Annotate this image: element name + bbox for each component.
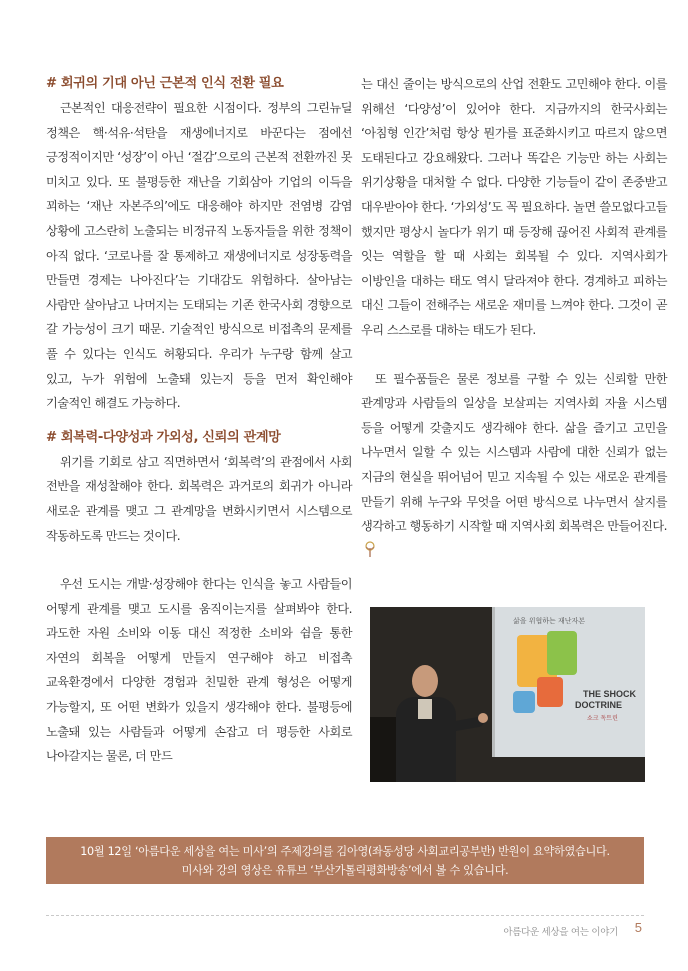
page-number: 5: [634, 920, 642, 935]
book-title-line2: DOCTRINE: [575, 700, 622, 710]
body-paragraph: 우선 도시는 개발·성장해야 한다는 인식을 놓고 사람들이 어떻게 관계를 맺고 도시를 움직이는지를 살펴봐야 한다. 과도한 자원 소비와 이동 대신 적정한 소비와 쉼을 통한 자연의 회복을 어떻게 만들지 연구해야 하고 비접촉 교육환경에서 다양한 경험과 친밀한 관계 형성은 어떻게 가능할지, 또 어떤 변화가 있을지 생각해야 한다. 불평등에 노출돼 있는 사람들과 어떻게 손잡고 더 평등한 사회로 나아갈지는 물론, 더 만드: [46, 577, 352, 764]
book-title-line1: THE SHOCK: [583, 689, 637, 699]
left-column: [46, 72, 352, 769]
body-paragraph: 는 대신 줄이는 방식으로의 산업 전환도 고민해야 한다. 이를 위해선 ‘다양성’이 있어야 한다. 지금까지의 한국사회는 ‘아침형 인간’처럼 항상 뭔가를 표준화시키고 따르지 않으면 도태된다고 강요해왔다. 그러나 똑같은 기능만 하는 사회는 위기상황을 대처할 수 없다. 다양한 기능들이 같이 존중받고 대우받아야 한다. ‘가외성’도 꼭 필요하다. 놀면 쓸모없다고들 했지만 평상시 놀다가 위기 때 등장해 끊어진 사회적 관계를 잇는 역할을 할 때 사회는 회복될 수 있다. 지역사회가 이방인을 대하는 태도 역시 달라져야 한다. 경계하고 피하는 대신 그들이 전해주는 새로운 재미를 느껴야 한다. 그것이 곧 우리 스스로를 대하는 태도가 된다.: [361, 77, 667, 337]
right-column: [361, 72, 667, 563]
magazine-title: 아름다운 세상을 여는 이야기: [503, 927, 618, 938]
lecture-photo: [370, 607, 645, 782]
speaker-head: [412, 665, 438, 697]
section-heading-2: # 회복력-다양성과 가외성, 신뢰의 관계망: [46, 429, 281, 445]
projection-screen: [492, 607, 645, 757]
body-paragraph: 위기를 기회로 삼고 직면하면서 ‘회복력’의 관점에서 사회 전반을 재성찰해야 한다. 회복력은 과거로의 회귀가 아니라 새로운 관계를 맺고 그 관계망을 변화시키면서 시스템으로 작동하도록 만드는 것이다.: [46, 454, 352, 543]
caption-line-2: 미사와 강의 영상은 유튜브 ‘부산가톨릭평화방송’에서 볼 수 있습니다.: [181, 863, 509, 877]
tree-end-mark-icon: [363, 541, 377, 557]
body-paragraph-final: 또 필수품들은 물론 정보를 구할 수 있는 신뢰할 만한 관계망과 사람들의 일상을 보살피는 지역사회 자율 시스템 등을 어떻게 갖출지도 생각해야 한다. 삶을 즐기고 고민을 나누면서 일할 수 있는 시스템과 사람에 대한 신뢰가 없는 지금의 현실을 뛰어넘어 믿고 지속될 수 있는 새로운 관계를 만들기 위해 누구와 무엇을 어떤 방식으로 나누면서 살지를 생각하고 행동하기 시작할 때 지역사회 회복력은 만들어진다.: [361, 367, 667, 564]
caption-bar: [46, 837, 644, 884]
body-paragraph: 근본적인 대응전략이 필요한 시점이다. 정부의 그린뉴딜 정책은 핵·석유·석탄을 재생에너지로 바꾼다는 점에선 긍정적이지만 ‘성장’이 아닌 ‘절감’으로의 근본적 전환까진 못 미치고 있다. 또 불평등한 재난을 기회삼아 기업의 이득을 꾀하는 ‘재난 자본주의’에도 대응해야 하지만 전염병 감염 상황에 고스란히 노출되는 비정규직 노동자들을 위한 정책이 아직 없다. ‘코로나를 잘 통제하고 재생에너지로 성장동력을 만들면 경제는 나아진다’는 기대감도 위험하다. 살아남는 사람만 살아남고 나머지는 도태되는 기존 한국사회 경향으로 갈 가능성이 크기 때문. 기술적인 방식으로 비접촉의 문제를 풀 수 있다는 인식도 허황되다. 우리가 누구랑 함께 살고 있고, 누가 위험에 노출돼 있는지 등을 먼저 확인해야 기술적인 해결도 가능하다.: [46, 101, 352, 411]
section-heading-1: # 회귀의 기대 아닌 근본적 인식 전환 필요: [46, 76, 284, 91]
footer-divider: [46, 915, 644, 916]
caption-line-1: 10월 12일 ‘아름다운 세상을 여는 미사’의 주제강의를 김아영(좌동성당 사회교리공부반) 반원이 요약하였습니다.: [80, 844, 610, 858]
screen-title: 삶을 위협하는 재난자본: [513, 617, 586, 625]
book-subtitle: 쇼크 독트린: [587, 715, 618, 722]
